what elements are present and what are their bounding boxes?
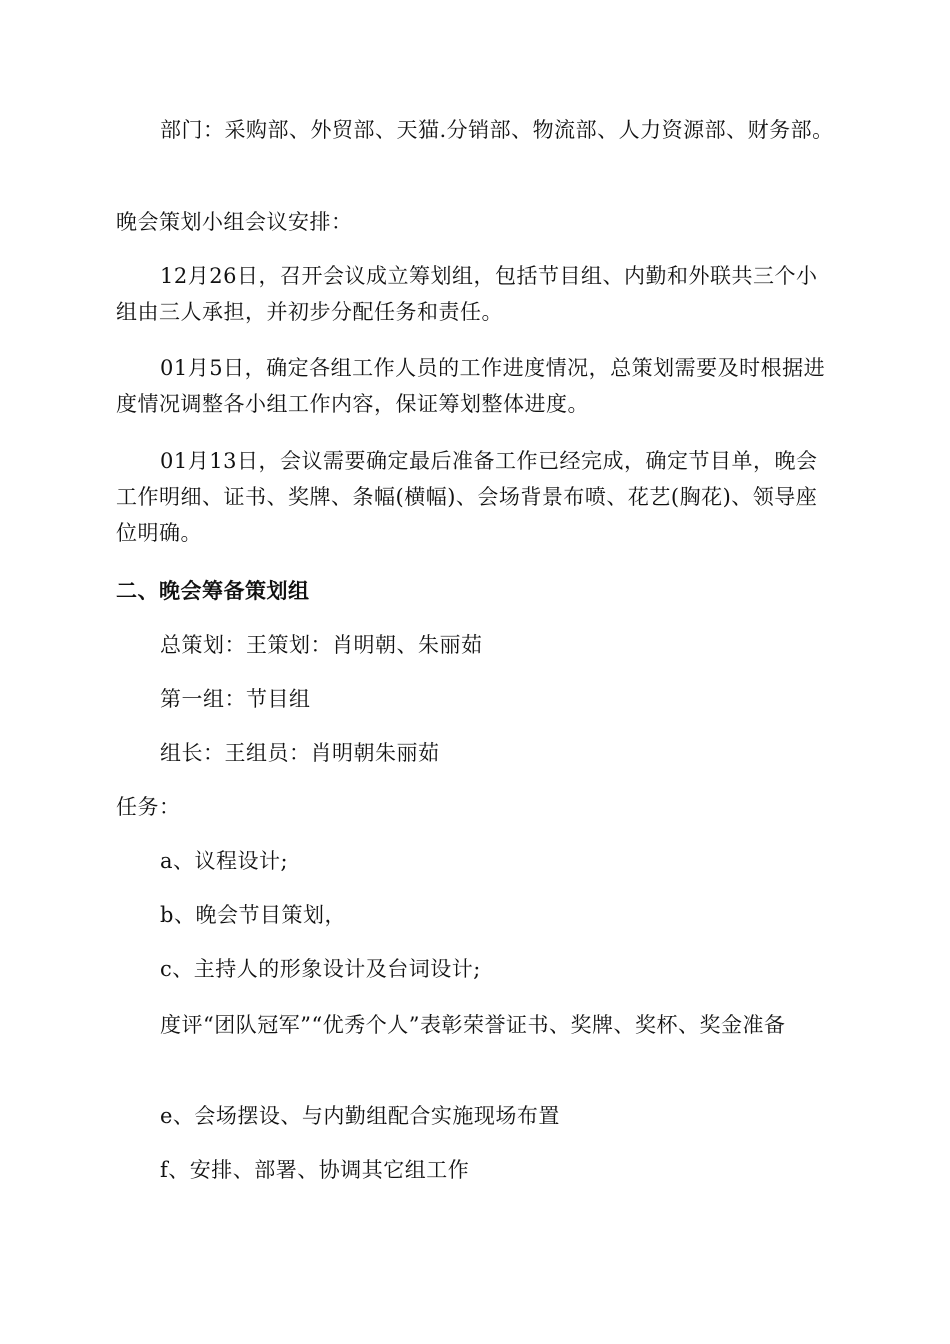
paragraph-dec-26: 12月26日，召开会议成立筹划组，包括节目组、内勤和外联共三个小组由三人承担，并初步分配任务和责任。	[116, 264, 818, 324]
task-item-d: 度评“团队冠军”“优秀个人”表彰荣誉证书、奖牌、奖杯、奖金准备	[160, 1013, 786, 1037]
paragraph-jan-5: 01月5日，确定各组工作人员的工作进度情况，总策划需要及时根据进度情况调整各小组工作内容，保证筹划整体进度。	[116, 356, 826, 416]
task-item-f: f、安排、部署、协调其它组工作	[160, 1158, 470, 1182]
paragraph-jan-13: 01月13日，会议需要确定最后准备工作已经完成，确定节目单，晚会工作明细、证书、奖牌、条幅(横幅)、会场背景布喷、花艺(胸花)、领导座位明确。	[116, 449, 818, 545]
task-item-b: b、晚会节目策划，	[160, 903, 346, 927]
paragraph-group-leader: 组长：王组员：肖明朝朱丽茹	[160, 741, 440, 765]
paragraph-meeting-schedule-title: 晚会策划小组会议安排：	[116, 210, 353, 234]
paragraph-departments: 部门：采购部、外贸部、天猫.分销部、物流部、人力资源部、财务部。	[160, 118, 834, 142]
task-item-a: a、议程设计;	[160, 849, 289, 873]
section-heading-planning-group: 二、晚会筹备策划组	[116, 578, 310, 603]
paragraph-chief-planner: 总策划：王策划：肖明朝、朱丽茹	[160, 633, 483, 657]
paragraph-tasks-title: 任务：	[116, 795, 181, 819]
task-item-e: e、会场摆设、与内勤组配合实施现场布置	[160, 1104, 560, 1128]
paragraph-group-one: 第一组：节目组	[160, 687, 311, 711]
task-item-c: c、主持人的形象设计及台词设计;	[160, 957, 481, 981]
